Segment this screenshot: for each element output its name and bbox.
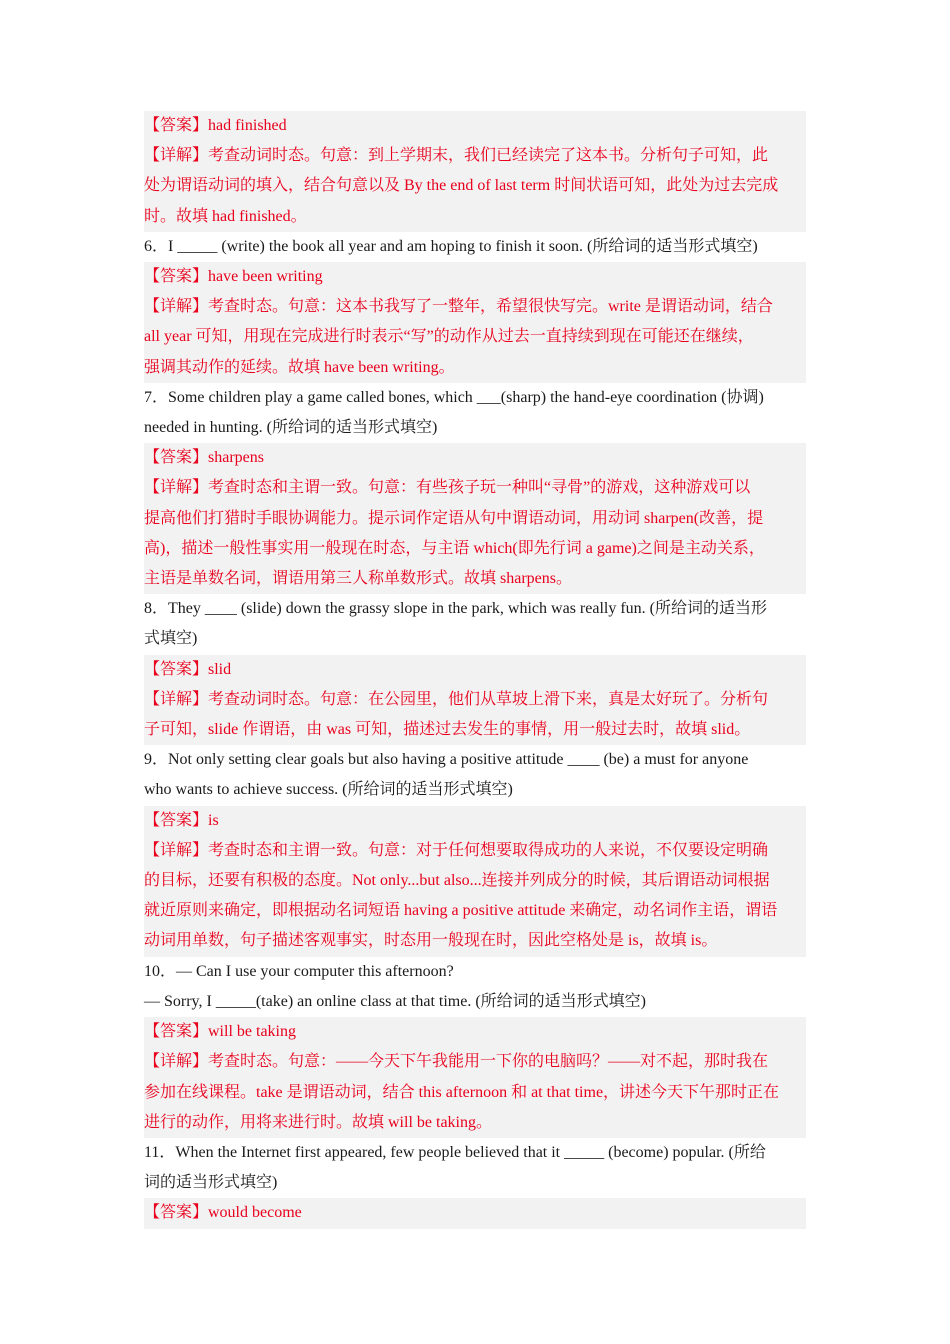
explanation-line: 时。故填 had finished。 xyxy=(144,202,806,232)
answer-line: 【答案】had finished xyxy=(144,111,806,141)
explanation-line: all year 可知，用现在完成进行时表示“写”的动作从过去一直持续到现在可能还在继续， xyxy=(144,322,806,352)
answer-line: 【答案】have been writing xyxy=(144,262,806,292)
document-page xyxy=(144,111,806,1229)
question-line: 9．Not only setting clear goals but also having a positive attitude ____ (be) a must for anyone xyxy=(144,751,749,769)
explanation-line: 高)，描述一般性事实用一般现在时态，与主语 which(即先行词 a game)之间是主动关系， xyxy=(144,534,806,564)
question-line: 词的适当形式填空) xyxy=(144,1174,278,1192)
question-line: 11．When the Internet first appeared, few people believed that it _____ (become) popular. (所给 xyxy=(144,1143,766,1161)
explanation-line: 进行的动作，用将来进行时。故填 will be taking。 xyxy=(144,1108,806,1138)
question-line: 8．They ____ (slide) down the grassy slope in the park, which was really fun. (所给词的适当形 xyxy=(144,600,767,618)
answer-line: 【答案】is xyxy=(144,806,806,836)
question-line: 10．— Can I use your computer this afternoon? xyxy=(144,962,454,980)
answer-line: 【答案】slid xyxy=(144,655,806,685)
answer-line: 【答案】would become xyxy=(144,1198,806,1228)
question-line: needed in hunting. (所给词的适当形式填空) xyxy=(144,419,438,437)
explanation-line: 强调其动作的延续。故填 have been writing。 xyxy=(144,353,806,383)
explanation-line: 主语是单数名词，谓语用第三人称单数形式。故填 sharpens。 xyxy=(144,564,806,594)
answer-line: 【答案】sharpens xyxy=(144,443,806,473)
explanation-line: 参加在线课程。take 是谓语动词，结合 this afternoon 和 at that time，讲述今天下午那时正在 xyxy=(144,1078,806,1108)
explanation-line: 【详解】考查时态和主谓一致。句意：有些孩子玩一种叫“寻骨”的游戏，这种游戏可以 xyxy=(144,473,806,503)
answer-line: 【答案】will be taking xyxy=(144,1017,806,1047)
explanation-line: 【详解】考查动词时态。句意：在公园里，他们从草坡上滑下来，真是太好玩了。分析句 xyxy=(144,685,806,715)
question-line: 7．Some children play a game called bones, which ___(sharp) the hand-eye coordination (协调) xyxy=(144,388,764,406)
explanation-line: 【详解】考查时态。句意：——今天下午我能用一下你的电脑吗？——对不起，那时我在 xyxy=(144,1047,806,1077)
explanation-line: 动词用单数，句子描述客观事实，时态用一般现在时，因此空格处是 is，故填 is。 xyxy=(144,926,806,956)
explanation-line: 就近原则来确定，即根据动名词短语 having a positive attitude 来确定，动名词作主语，谓语 xyxy=(144,896,806,926)
question-line: 6．I _____ (write) the book all year and am hoping to finish it soon. (所给词的适当形式填空) xyxy=(144,237,758,255)
explanation-line: 子可知，slide 作谓语，由 was 可知，描述过去发生的事情，用一般过去时，故填 slid。 xyxy=(144,715,806,745)
question-line: 式填空) xyxy=(144,630,198,648)
explanation-line: 【详解】考查动词时态。句意：到上学期末，我们已经读完了这本书。分析句子可知，此 xyxy=(144,141,806,171)
question-line: who wants to achieve success. (所给词的适当形式填空) xyxy=(144,781,513,799)
explanation-line: 提高他们打猎时手眼协调能力。提示词作定语从句中谓语动词，用动词 sharpen(改善，提 xyxy=(144,504,806,534)
explanation-line: 处为谓语动词的填入，结合句意以及 By the end of last term 时间状语可知，此处为过去完成 xyxy=(144,171,806,201)
explanation-line: 【详解】考查时态和主谓一致。句意：对于任何想要取得成功的人来说，不仅要设定明确 xyxy=(144,836,806,866)
explanation-line: 【详解】考查时态。句意：这本书我写了一整年，希望很快写完。write 是谓语动词，结合 xyxy=(144,292,806,322)
explanation-line: 的目标，还要有积极的态度。Not only...but also...连接并列成分的时候，其后谓语动词根据 xyxy=(144,866,806,896)
question-line: — Sorry, I _____(take) an online class at that time. (所给词的适当形式填空) xyxy=(144,992,646,1010)
